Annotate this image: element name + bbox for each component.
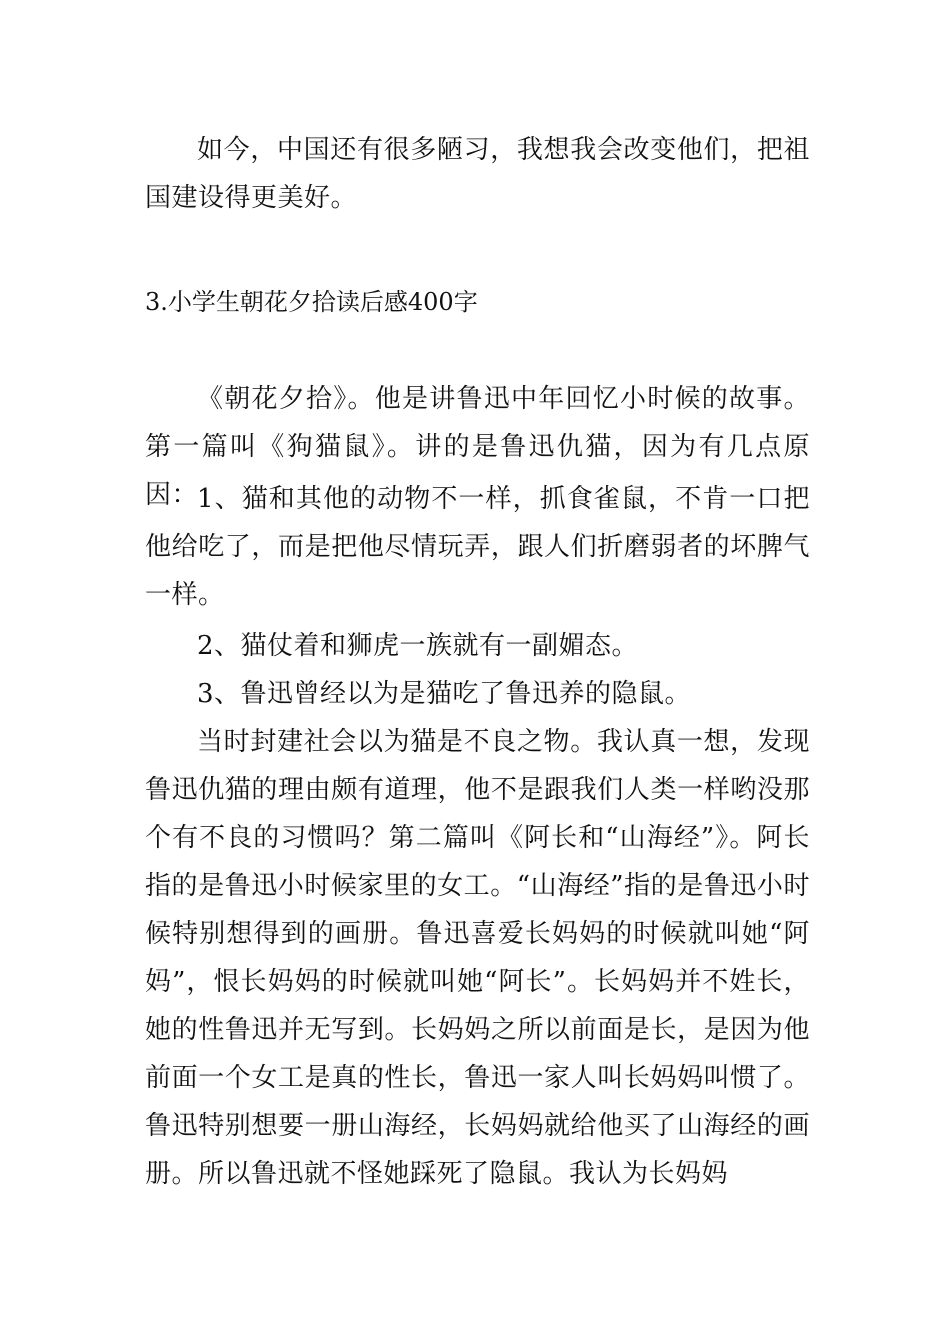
paragraph-book-intro: 《朝花夕拾》。他是讲鲁迅中年回忆小时候的故事。第一篇叫《狗猫鼠》。讲的是鲁迅仇猫，因为有几点原因： bbox=[145, 384, 810, 510]
paragraph-reason-1: 1、猫和其他的动物不一样，抓食雀鼠，不肯一口把他给吃了，而是把他尽情玩弄，跟人们折磨弱者的坏脾气一样。 bbox=[145, 484, 810, 610]
paragraph-reason-3: 3、鲁迅曾经以为是猫吃了鲁迅养的隐鼠。 bbox=[197, 679, 692, 709]
paragraph-intro: 如今，中国还有很多陋习，我想我会改变他们，把祖国建设得更美好。 bbox=[145, 135, 810, 213]
paragraph-reflection: 当时封建社会以为猫是不良之物。我认真一想，发现鲁迅仇猫的理由颇有道理，他不是跟我们人类一样哟没那个有不良的习惯吗？第二篇叫《阿长和“山海经”》。阿长指的是鲁迅小时候家里的女工。“山海经”指的是鲁迅小时候特别想得到的画册。鲁迅喜爱长妈妈的时候就叫她“阿妈”，恨长妈妈的时候就叫她“阿长”。长妈妈并不姓长，她的性鲁迅并无写到。长妈妈之所以前面是长，是因为他前面一个女工是真的性长，鲁迅一家人叫长妈妈叫惯了。鲁迅特别想要一册山海经，长妈妈就给他买了山海经的画册。所以鲁迅就不怪她踩死了隐鼠。我认为长妈妈 bbox=[145, 727, 810, 1189]
paragraph-reason-2: 2、猫仗着和狮虎一族就有一副媚态。 bbox=[197, 631, 639, 661]
section-heading: 3.小学生朝花夕拾读后感400字 bbox=[145, 288, 478, 316]
